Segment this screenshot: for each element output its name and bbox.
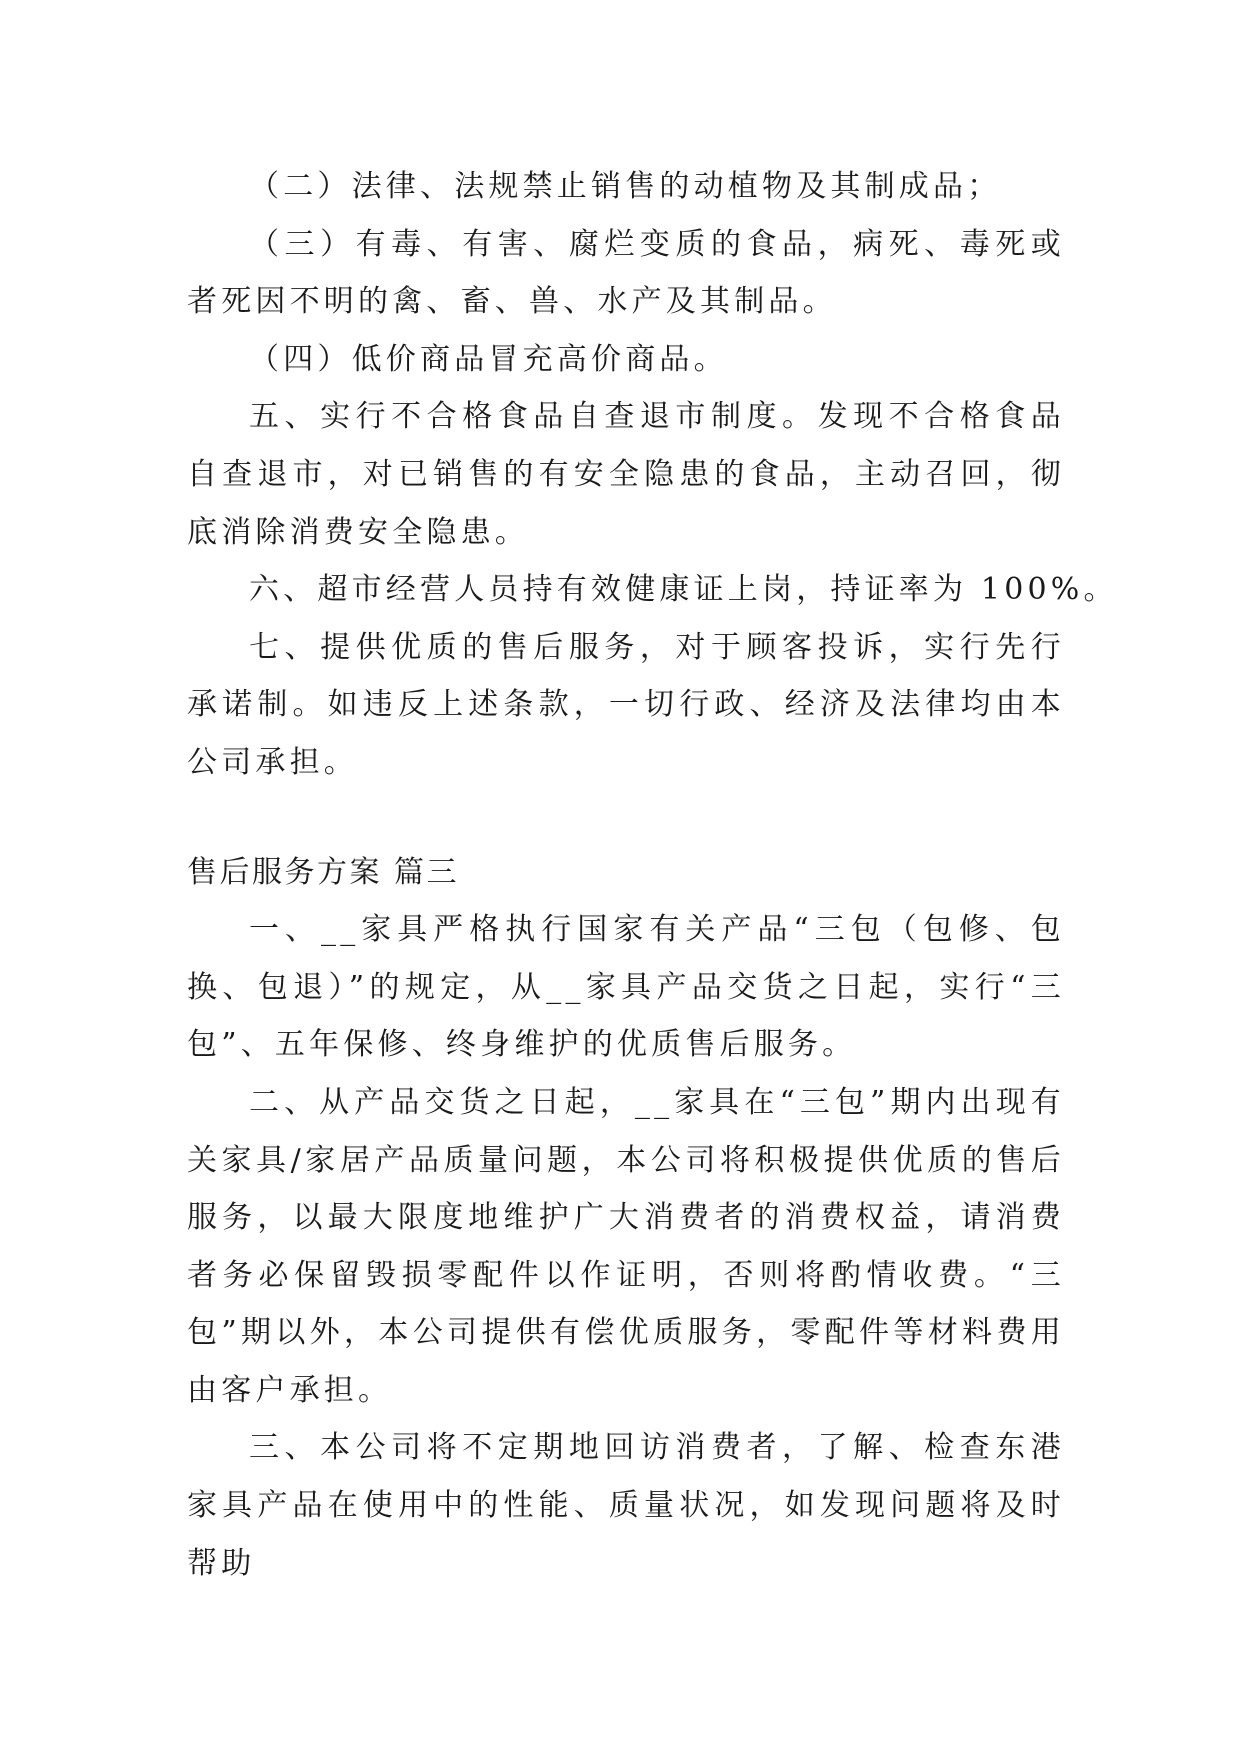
paragraph-service-1: 一、__家具严格执行国家有关产品“三包（包修、包换、包退）”的规定，从__家具产品交货之日起，实行“三包”、五年保修、终身维护的优质售后服务。 [187, 912, 1065, 1063]
paragraph-service-2: 二、从产品交货之日起，__家具在“三包”期内出现有关家具/家居产品质量问题，本公司将积极提供优质的售后服务，以最大限度地维护广大消费者的消费权益，请消费者务必保留毁损零配件以作证明，否则将酌情收费。“三包”期以外，本公司提供有偿优质服务，零配件等材料费用由客户承担。 [187, 1084, 1065, 1408]
paragraph-rule-6: 六、超市经营人员持有效健康证上岗，持证率为 100%。 [249, 572, 1118, 608]
paragraph-service-3: 三、本公司将不定期地回访消费者，了解、检查东港家具产品在使用中的性能、质量状况，如发现问题将及时帮助 [187, 1430, 1065, 1581]
paragraph-item-4: （四）低价商品冒充高价商品。 [249, 341, 728, 377]
paragraph-item-2: （二）法律、法规禁止销售的动植物及其制成品； [249, 169, 1002, 204]
paragraph-rule-5: 五、实行不合格食品自查退市制度。发现不合格食品自查退市，对已销售的有安全隐患的食品，主动召回，彻底消除消费安全隐患。 [187, 399, 1065, 550]
section-heading: 售后服务方案 篇三 [187, 854, 460, 890]
paragraph-rule-7: 七、提供优质的售后服务，对于顾客投诉，实行先行承诺制。如违反上述条款，一切行政、经济及法律均由本公司承担。 [187, 629, 1065, 780]
document-body [187, 158, 1118, 1592]
paragraph-item-3: （三）有毒、有害、腐烂变质的食品，病死、毒死或者死因不明的禽、畜、兽、水产及其制品。 [187, 226, 1065, 320]
